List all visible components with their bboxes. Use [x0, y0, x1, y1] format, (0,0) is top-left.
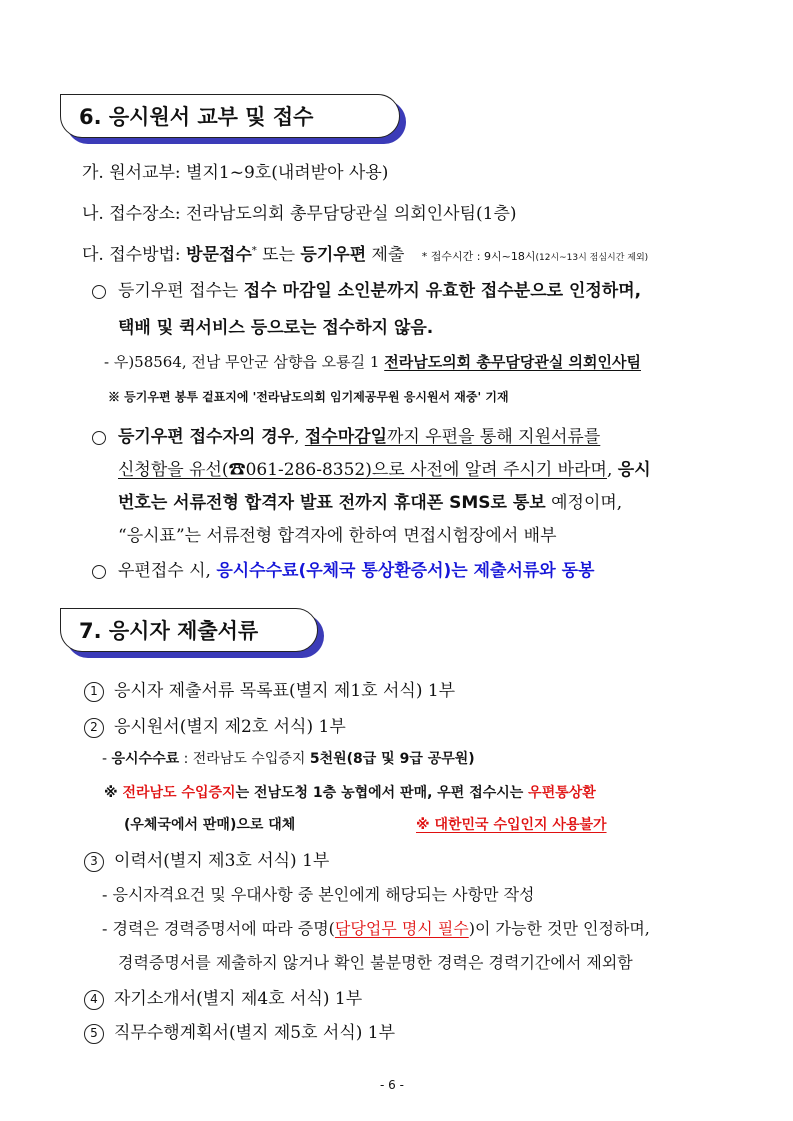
doc-item-text: 응시원서(별지 제2호 서식) 1부: [114, 717, 346, 737]
method-mail: 등기우편: [300, 245, 367, 265]
bullet2-line2-bold: 응시: [617, 460, 651, 480]
fee-label: 응시수수료: [111, 751, 180, 767]
circle-bullet-icon: [92, 431, 106, 445]
career-note: [102, 916, 650, 939]
stamp-line2: (우체국에서 판매)으로 대체: [124, 817, 296, 833]
bullet1-plain: 등기우편 접수는: [118, 281, 244, 301]
bullet2-line3-plain: 예정이며,: [545, 493, 623, 513]
doc-item-4: [84, 984, 362, 1010]
section-7-header: [60, 608, 318, 652]
circled-number: 1: [84, 682, 104, 702]
method-submit: 제출: [366, 245, 405, 265]
resume-note: - 응시자격요건 및 우대사항 중 본인에게 해당되는 사항만 작성: [102, 885, 535, 904]
section-6-title: 6. 응시원서 교부 및 접수: [60, 94, 400, 138]
doc-item-text: 응시자 제출서류 목록표(별지 제1호 서식) 1부: [114, 681, 456, 701]
bullet2-line2-comma: ,: [606, 460, 618, 480]
career-required: 담당업무 명시 필수: [334, 919, 469, 938]
bullet2-comma: ,: [294, 427, 305, 447]
bullet-registered-mail: [92, 276, 641, 301]
career-suffix: )이 가능한 것만 인정하며,: [468, 919, 650, 938]
bullet2-underline: 까지 우편을 통해 지원서류를: [387, 427, 601, 447]
fee-dash: -: [102, 751, 112, 767]
circle-bullet-icon: [92, 285, 106, 299]
bullet-mail-applicant: [92, 422, 600, 447]
receipt-place: 나. 접수장소: 전라남도의회 총무담당관실 의회인사팀(1층): [82, 204, 517, 224]
bullet3-plain: 우편접수 시,: [118, 561, 217, 581]
stamp-mid: 는 전남도청 1층 농협에서 판매, 우편 접수시는: [235, 785, 529, 801]
stamp-red: 전라남도 수입증지: [122, 785, 236, 801]
doc-item-5: [84, 1018, 395, 1044]
doc-item-1: [84, 676, 455, 702]
circled-number: 2: [84, 718, 104, 738]
stamp-mark: ※: [104, 785, 123, 801]
bullet1-bold: 접수 마감일 소인분까지 유효한 접수분으로 인정하며,: [243, 281, 642, 301]
bullet2-line3: [118, 488, 622, 513]
hours-note-small: (12시~13시 점심시간 제외): [535, 253, 649, 263]
bullet2-bold1: 등기우편 접수자의 경우: [118, 427, 295, 447]
envelope-note: ※ 등기우편 봉투 겉표지에 '전라남도의회 임기제공무원 응시원서 재중' 기재: [108, 390, 509, 404]
doc-item-text: 자기소개서(별지 제4호 서식) 1부: [114, 989, 363, 1009]
bullet2-deadline: 접수마감일: [304, 427, 387, 447]
receipt-method: [82, 240, 648, 265]
sms-notice: 번호는 서류전형 합격자 발표 전까지 휴대폰 SMS로 통보: [118, 493, 546, 513]
doc-item-text: 이력서(별지 제3호 서식) 1부: [114, 851, 330, 871]
bullet2-line4: “응시표”는 서류전형 합격자에 한하여 면접시험장에서 배부: [118, 526, 557, 546]
hours-note: * 접수시간 : 9시~18시: [421, 250, 536, 263]
section-7-title: 7. 응시자 제출서류: [60, 608, 318, 652]
circled-number: 4: [84, 990, 104, 1010]
receipt-distribution: 가. 원서교부: 별지1~9호(내려받아 사용): [82, 163, 389, 183]
bullet3-blue: 응시수수료(우체국 통상환증서)는 제출서류와 동봉: [216, 561, 595, 581]
bullet2-line2: [118, 455, 651, 480]
method-or: 또는: [256, 245, 301, 265]
address-prefix: - 우)58564, 전남 무안군 삼향읍 오룡길 1: [104, 353, 385, 371]
stamp-note: [104, 782, 596, 802]
bullet1-line2: 택배 및 퀵서비스 등으로는 접수하지 않음.: [118, 318, 434, 338]
method-prefix: 다. 접수방법:: [82, 245, 187, 265]
doc-item-2: [84, 712, 346, 738]
career-prefix: - 경력은 경력증명서에 따라 증명(: [102, 919, 335, 938]
circled-number: 3: [84, 852, 104, 872]
circle-bullet-icon: [92, 565, 106, 579]
stamp-warning: ※ 대한민국 수입인지 사용불가: [416, 817, 607, 833]
bullet-fee-enclose: [92, 556, 594, 581]
stamp-red2: 우편통상환: [528, 785, 596, 801]
doc-item-3: [84, 846, 329, 872]
method-hours: [422, 250, 648, 263]
method-visit: 방문접수: [186, 245, 252, 265]
circled-number: 5: [84, 1024, 104, 1044]
career-line2: 경력증명서를 제출하지 않거나 확인 불분명한 경력은 경력기간에서 제외함: [118, 953, 633, 972]
fee-line: [102, 748, 475, 768]
mail-address: [104, 351, 641, 372]
page-number: - 6 -: [380, 1078, 404, 1092]
address-bold: 전라남도의회 총무담당관실 의회인사팀: [384, 353, 641, 371]
method-star: *: [251, 245, 257, 257]
doc-item-text: 직무수행계획서(별지 제5호 서식) 1부: [114, 1023, 396, 1043]
fee-amount: 5천원(8급 및 9급 공무원): [309, 751, 475, 767]
section-6-header: [60, 94, 400, 138]
fee-mid: : 전라남도 수입증지: [179, 751, 310, 767]
phone-contact: 신청함을 유선(☎061-286-8352)으로 사전에 알려 주시기 바라며: [118, 460, 607, 480]
